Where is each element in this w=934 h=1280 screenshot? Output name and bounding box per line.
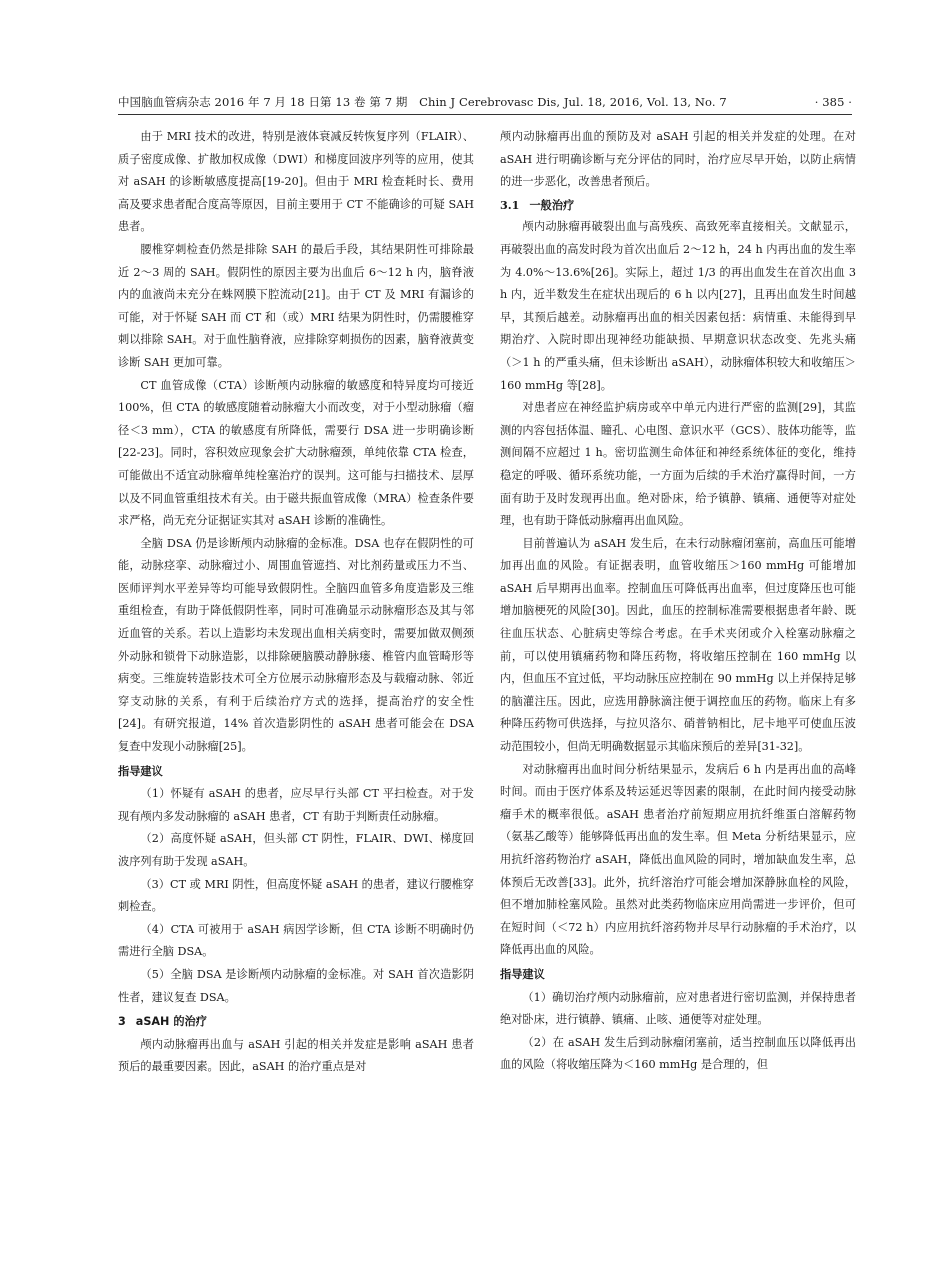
- paragraph-dsa: 全脑 DSA 仍是诊断颅内动脉瘤的金标准。DSA 也存在假阴性的可能，动脉痉挛、动脉瘤过小、周围血管遮挡、对比剂药量或压力不当、医师评判水平差异等均可能导致假阴性。全脑四血管多角度造影及三维重组检查，有助于降低假阴性率，同时可准确显示动脉瘤形态及其与邻近血管的关系。若以上造影均未发现出血相关病变时，需要加做双侧颈外动脉和锁骨下动脉造影，以排除硬脑膜动静脉瘘、椎管内血管畸形等病变。三维旋转造影技术可全方位展示动脉瘤形态及与载瘤动脉、邻近穿支动脉的关系，有利于后续治疗方式的选择，提高治疗的安全性[24]。有研究报道，14% 首次造影阴性的 aSAH 患者可能会在 DSA 复查中发现小动脉瘤[25]。: [118, 536, 474, 754]
- section-3-1-title: 一般治疗: [529, 197, 575, 212]
- paragraph-antifibrinolytic: 对动脉瘤再出血时间分析结果显示，发病后 6 h 内是再出血的高峰时间。而由于医疗体系及转运延迟等因素的限制，在此时间内接受动脉瘤手术的概率很低。aSAH 患者治疗前短期应用抗纤维蛋白溶解药物（氨基乙酸等）能够降低再出血的发生率。但 Meta 分析结果显示，应用抗纤溶药物治疗 aSAH，降低出血风险的同时，增加缺血发生率，总体预后无改善[33]。此外，抗纤溶治疗可能会增加深静脉血栓的风险，但不增加肺栓塞风险。虽然对此类药物临床应用尚需进一步评价，但可在短时间（＜72 h）内应用抗纤溶药物并尽早行动脉瘤的手术治疗，以降低再出血的风险。: [500, 762, 856, 957]
- guide-item-4: （4）CTA 可被用于 aSAH 病因学诊断，但 CTA 诊断不明确时仍需进行全脑 DSA。: [118, 922, 474, 959]
- guide-item-1: （1）怀疑有 aSAH 的患者，应尽早行头部 CT 平扫检查。对于发现有颅内多发动脉瘤的 aSAH 患者，CT 有助于判断责任动脉瘤。: [118, 787, 474, 823]
- paragraph-monitoring: 对患者应在神经监护病房或卒中单元内进行严密的监测[29]，其监测的内容包括体温、瞳孔、心电图、意识水平（GCS）、肢体功能等，监测间隔不应超过 1 h。密切监测生命体征和神经系统体征的变化，维持稳定的呼吸、循环系统功能，一方面为后续的手术治疗赢得时间，一方面有助于及时发现再出血。绝对卧床，给予镇静、镇痛、通便等对症处理，也有助于降低动脉瘤再出血风险。: [500, 401, 856, 528]
- guide-heading: 指导建议: [118, 764, 163, 778]
- paragraph-mri: 由于 MRI 技术的改进，特别是液体衰减反转恢复序列（FLAIR）、质子密度成像、扩散加权成像（DWI）和梯度回波序列等的应用，使其对 aSAH 的诊断敏感度提高[19-20]。但由于 MRI 检查耗时长、费用高及要求患者配合度高等原因，目前主要用于 CT 不能确诊的可疑 SAH 患者。: [118, 130, 474, 234]
- left-column: [118, 126, 474, 1079]
- paragraph-treatment-intro: 颅内动脉瘤再出血与 aSAH 引起的相关并发症是影响 aSAH 患者预后的最重要因素。因此，aSAH 的治疗重点是对: [118, 1037, 474, 1074]
- guide-heading-2: 指导建议: [500, 967, 545, 981]
- paragraph-lumbar-puncture: 腰椎穿刺检查仍然是排除 SAH 的最后手段，其结果阴性可排除最近 2～3 周的 SAH。假阴性的原因主要为出血后 6～12 h 内，脑脊液内的血液尚未充分在蛛网膜下腔流动[21]。由于 CT 及 MRI 有漏诊的可能，对于怀疑 SAH 而 CT 和（或）MRI 结果为阴性时，仍需腰椎穿刺以排除 SAH。对于血性脑脊液，应排除穿刺损伤的因素，脑脊液黄变诊断 SAH 更加可靠。: [118, 242, 474, 369]
- section-3-1-heading: [500, 194, 856, 217]
- paragraph-cta: CT 血管成像（CTA）诊断颅内动脉瘤的敏感度和特异度均可接近 100%，但 CTA 的敏感度随着动脉瘤大小而改变，对于小型动脉瘤（瘤径＜3 mm），CTA 的敏感度有所降低，需要行 DSA 进一步明确诊断[22-23]。同时，容积效应现象会扩大动脉瘤颈，单纯依靠 CTA 检查，可能做出不适宜动脉瘤单纯栓塞治疗的误判。这可能与扫描技术、层厚以及不同血管重组技术有关。由于磁共振血管成像（MRA）检查条件要求严格，尚无充分证据证实其对 aSAH 诊断的准确性。: [118, 378, 474, 528]
- section-3-title: aSAH 的治疗: [135, 1015, 207, 1029]
- guide-item-2-1: （1）确切治疗颅内动脉瘤前，应对患者进行密切监测，并保持患者绝对卧床，进行镇静、镇痛、止咳、通便等对症处理。: [500, 990, 856, 1027]
- right-column: [500, 126, 856, 1077]
- running-header: [118, 92, 852, 115]
- journal-citation: 中国脑血管病杂志 2016 年 7 月 18 日第 13 卷 第 7 期 Chin J Cerebrovasc Dis, Jul. 18, 2016, Vol. 13, No. 7: [118, 95, 727, 109]
- guide-item-3: （3）CT 或 MRI 阴性，但高度怀疑 aSAH 的患者，建议行腰椎穿刺检查。: [118, 877, 474, 914]
- paragraph-blood-pressure: 目前普遍认为 aSAH 发生后，在未行动脉瘤闭塞前，高血压可能增加再出血的风险。有证据表明，血管收缩压＞160 mmHg 可能增加 aSAH 后早期再出血率。控制血压可降低再出血率，但过度降压也可能增加脑梗死的风险[30]。因此，血压的控制标准需要根据患者年龄、既往血压状态、心脏病史等综合考虑。在手术夹闭或介入栓塞动脉瘤之前，可以使用镇痛药物和降压药物，将收缩压控制在 160 mmHg 以内，但血压不宜过低，平均动脉压应控制在 90 mmHg 以上并保持足够的脑灌注压。因此，应选用静脉滴注便于调控血压的药物。临床上有多种降压药物可供选择，与拉贝洛尔、硝普钠相比，尼卡地平可使血压波动范围较小，但尚无明确数据显示其临床预后的差异[31-32]。: [500, 536, 856, 754]
- page-number: · 385 ·: [814, 95, 852, 109]
- section-3-number: 3: [118, 1015, 126, 1029]
- paragraph-treatment-continued: 颅内动脉瘤再出血的预防及对 aSAH 引起的相关并发症的处理。在对 aSAH 进行明确诊断与充分评估的同时，治疗应尽早开始，以防止病情的进一步恶化，改善患者预后。: [500, 130, 856, 189]
- guide-item-2-2: （2）在 aSAH 发生后到动脉瘤闭塞前，适当控制血压以降低再出血的风险（将收缩压降为＜160 mmHg 是合理的，但: [500, 1035, 856, 1072]
- paragraph-rebleeding: 颅内动脉瘤再破裂出血与高残疾、高致死率直接相关。文献显示，再破裂出血的高发时段为首次出血后 2～12 h，24 h 内再出血的发生率为 4.0%～13.6%[26]。实际上，超过 1/3 的再出血发生在首次出血 3 h 内，近半数发生在症状出现后的 6 h 以内[27]，且再出血发生时间越早，其预后越差。动脉瘤再出血的相关因素包括：病情重、未能得到早期治疗、入院时即出现神经功能缺损、早期意识状态改变、先兆头痛（＞1 h 的严重头痛，但未诊断出 aSAH），动脉瘤体积较大和收缩压＞160 mmHg 等[28]。: [500, 220, 856, 392]
- guide-item-5: （5）全脑 DSA 是诊断颅内动脉瘤的金标准。对 SAH 首次造影阴性者，建议复查 DSA。: [118, 967, 474, 1004]
- section-3-heading: [118, 1011, 474, 1034]
- section-3-1-number: 3.1: [500, 197, 520, 212]
- guide-item-2: （2）高度怀疑 aSAH，但头部 CT 阴性，FLAIR、DWI、梯度回波序列有助于发现 aSAH。: [118, 832, 474, 868]
